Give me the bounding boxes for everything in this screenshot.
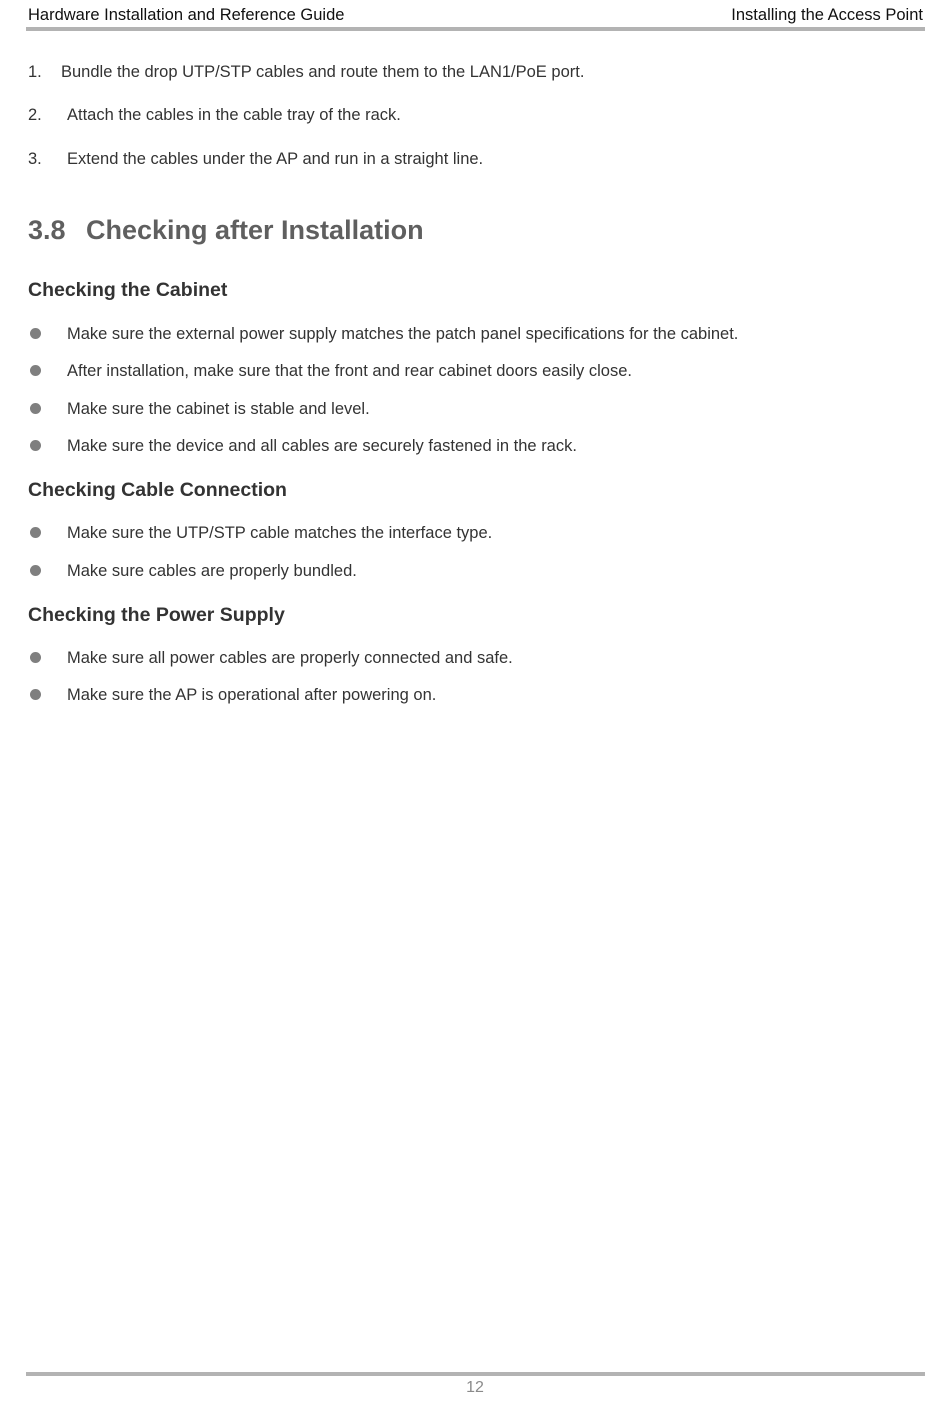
list-item-text: Make sure all power cables are properly connected and safe. (67, 649, 513, 667)
list-item-text: Make sure the AP is operational after powering on. (67, 686, 437, 704)
bullet-icon (30, 440, 41, 451)
section-title: Checking after Installation (86, 215, 424, 245)
list-item-text: After installation, make sure that the front and rear cabinet doors easily close. (67, 362, 632, 380)
section-heading (28, 215, 424, 246)
header-divider (26, 27, 925, 31)
bullet-icon (30, 652, 41, 663)
page-number: 12 (466, 1379, 484, 1396)
subsection-heading: Checking the Cabinet (28, 279, 228, 301)
bullet-icon (30, 689, 41, 700)
list-item-text: Make sure the device and all cables are securely fastened in the rack. (67, 437, 577, 455)
step-text: Attach the cables in the cable tray of the rack. (67, 106, 401, 124)
list-item-text: Make sure the UTP/STP cable matches the interface type. (67, 524, 493, 542)
header-document-title: Hardware Installation and Reference Guide (28, 6, 345, 24)
step-number: 3. (28, 150, 42, 168)
bullet-icon (30, 365, 41, 376)
bullet-icon (30, 565, 41, 576)
page-header (28, 6, 923, 28)
subsection-heading: Checking Cable Connection (28, 479, 287, 501)
bullet-icon (30, 328, 41, 339)
section-number: 3.8 (28, 215, 66, 245)
list-item-text: Make sure cables are properly bundled. (67, 562, 357, 580)
header-chapter-title: Installing the Access Point (731, 6, 923, 24)
list-item-text: Make sure the cabinet is stable and level. (67, 400, 370, 418)
bullet-icon (30, 527, 41, 538)
subsection-heading: Checking the Power Supply (28, 604, 285, 626)
footer-divider (26, 1372, 925, 1376)
step-number: 1. (28, 63, 42, 81)
step-text: Extend the cables under the AP and run in a straight line. (67, 150, 484, 168)
list-item-text: Make sure the external power supply matches the patch panel specifications for the cabinet. (67, 325, 739, 343)
step-number: 2. (28, 106, 42, 124)
step-text: Bundle the drop UTP/STP cables and route them to the LAN1/PoE port. (61, 63, 585, 81)
bullet-icon (30, 403, 41, 414)
